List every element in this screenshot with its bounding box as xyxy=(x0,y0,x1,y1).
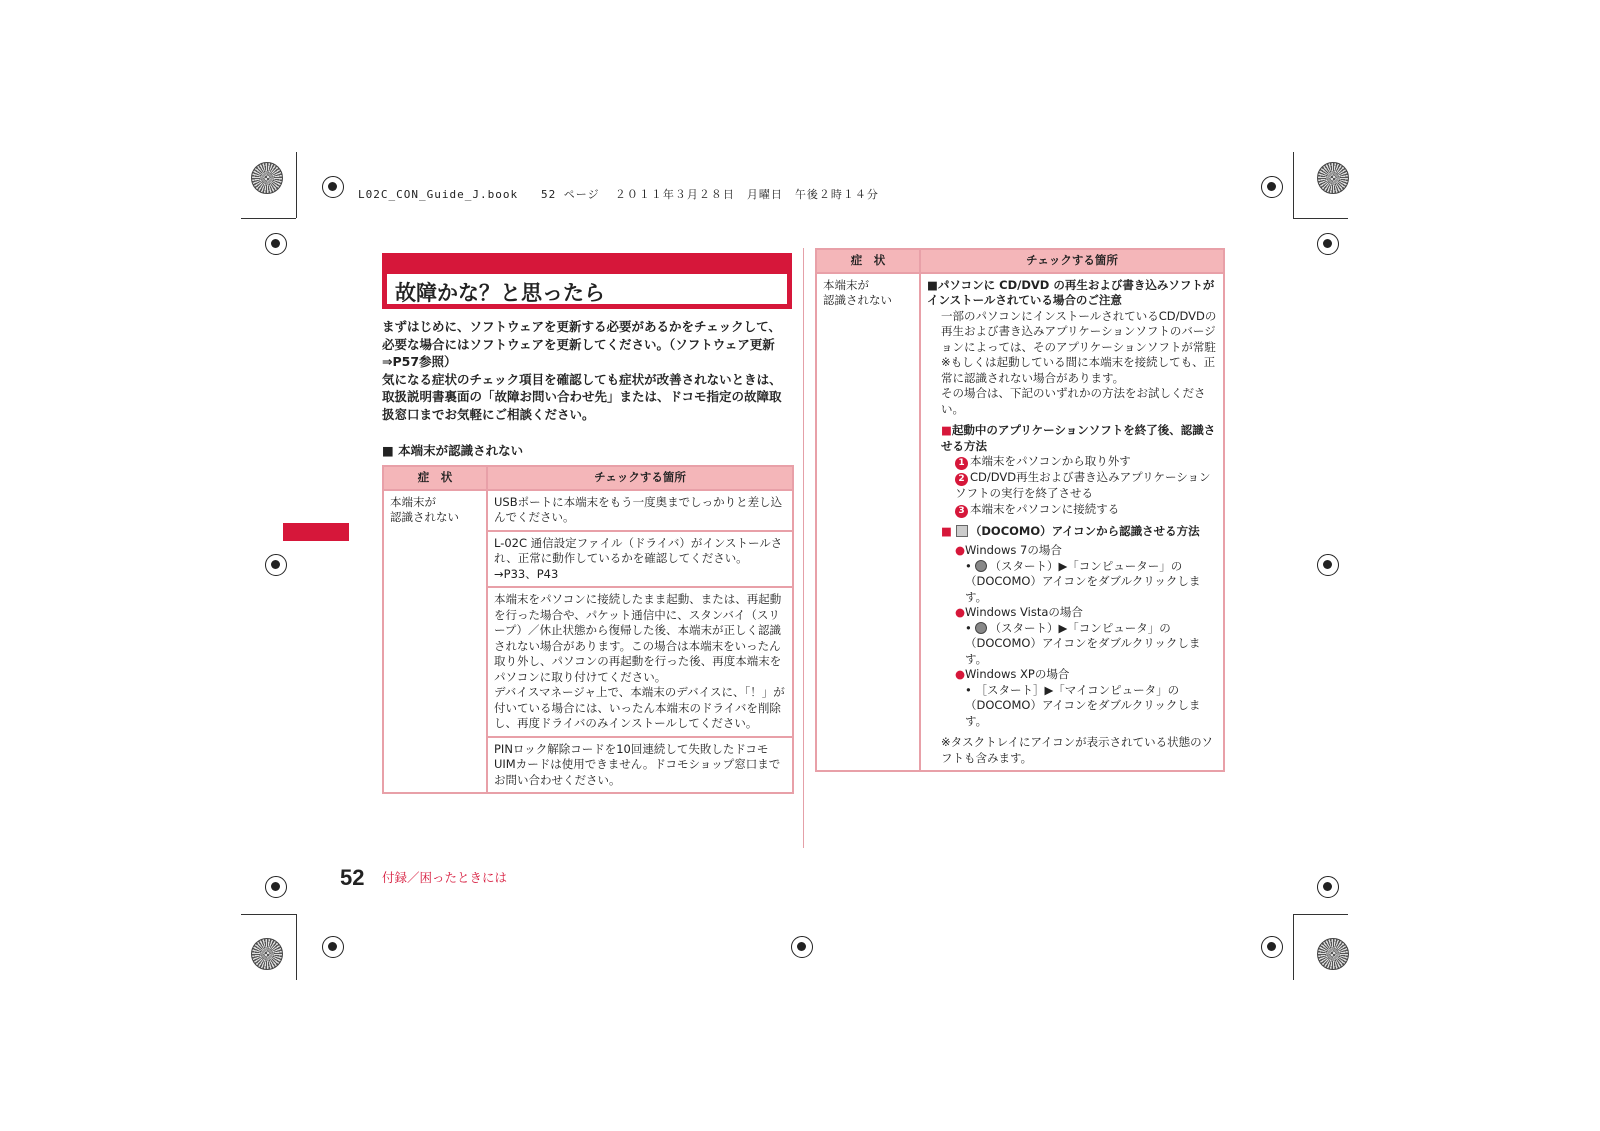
crop-line xyxy=(296,152,297,218)
method1-heading-text: 起動中のアプリケーションソフトを終了後、認識させる方法 xyxy=(941,423,1216,453)
method2-heading-text: （DOCOMO）アイコンから認識させる方法 xyxy=(969,523,1200,538)
cd-dvd-paragraph: その場合は、下記のいずれかの方法をお試しください。 xyxy=(941,386,1206,416)
step-item xyxy=(927,454,1217,470)
step-number: 2 xyxy=(955,473,968,486)
os-detail-text: ［スタート］▶「マイコンピュータ」の（DOCOMO）アイコンをダブルクリックします。 xyxy=(965,682,1201,728)
os-detail: • （スタート）▶「コンピュータ」の（DOCOMO）アイコンをダブルクリックします。 xyxy=(965,620,1201,666)
os-name: Windows Vistaの場合 xyxy=(965,605,1083,619)
intro-paragraph: 気になる症状のチェック項目を確認しても症状が改善されないときは、取扱説明書裏面の「故障お問い合わせ先」または、ドコモ指定の故障取扱窓口までお気軽にご相談ください。 xyxy=(382,371,782,422)
check-cell: L-02C 通信設定ファイル（ドライバ）がインストールされ、正常に動作しているかを確認してください。→P33、P43 xyxy=(487,531,793,588)
crop-line xyxy=(296,914,297,980)
square-bullet-icon: ■ xyxy=(941,523,952,538)
page-title-box xyxy=(382,253,792,309)
page-title: 故障かな？と思ったら xyxy=(386,273,788,305)
method2-heading xyxy=(927,524,1217,540)
step-text: 本端末をパソコンから取り外す xyxy=(970,454,1131,468)
step-item xyxy=(927,470,1217,502)
os-detail-text: （スタート）▶「コンピューター」の（DOCOMO）アイコンをダブルクリックします。 xyxy=(965,558,1201,604)
registration-mark-icon xyxy=(322,936,344,958)
header-check: チェックする箇所 xyxy=(487,466,793,490)
crop-line xyxy=(1293,914,1294,980)
registration-mark-icon xyxy=(1261,176,1283,198)
os-name: Windows 7の場合 xyxy=(965,543,1062,557)
registration-mark-icon xyxy=(1317,554,1339,576)
footnote: ※タスクトレイにアイコンが表示されている状態のソフトも含みます。 xyxy=(941,735,1213,765)
header-symptom: 症 状 xyxy=(816,249,920,273)
red-dot-icon: ● xyxy=(955,605,966,619)
step-item xyxy=(927,502,1217,518)
os-item xyxy=(927,605,1217,621)
check-cell: PINロック解除コードを10回連続して失敗したドコモUIMカードは使用できません。ドコモショップ窓口までお問い合わせください。 xyxy=(487,737,793,794)
registration-mark-icon xyxy=(322,176,344,198)
registration-mark-icon xyxy=(1317,876,1339,898)
registration-mark-icon xyxy=(791,936,813,958)
step-number: 1 xyxy=(955,457,968,470)
starburst-mark-icon xyxy=(1317,938,1349,970)
step-number: 3 xyxy=(955,505,968,518)
starburst-mark-icon xyxy=(251,938,283,970)
symptom-table-left xyxy=(382,465,794,794)
os-detail: • （スタート）▶「コンピューター」の（DOCOMO）アイコンをダブルクリックします。 xyxy=(965,558,1201,604)
square-bullet-icon: ■ xyxy=(941,423,952,437)
cd-dvd-heading: ■パソコンに CD/DVD の再生および書き込みソフトがインストールされている場合のご注意 xyxy=(927,277,1215,307)
registration-mark-icon xyxy=(1317,233,1339,255)
symptom-cell: 本端末が 認識されない xyxy=(383,490,487,794)
chapter-tab xyxy=(283,523,349,541)
intro-text xyxy=(382,318,792,423)
print-slug: L02C_CON_Guide_J.book 52 ページ ２０１１年３月２８日 月曜日 午後２時１４分 xyxy=(358,188,879,201)
symptom-table-right xyxy=(815,248,1225,772)
cd-dvd-paragraph: 一部のパソコンにインストールされているCD/DVDの再生および書き込みアプリケーションソフトのバージョンによっては、そのアプリケーションソフトが常駐※もしくは起動している間に本端末を接続しても、正常に認識されない場合があります。 xyxy=(941,308,1217,385)
check-cell: 本端末をパソコンに接続したまま起動、または、再起動を行った場合や、パケット通信中に、スタンバイ（スリープ）／休止状態から復帰した後、本端末が正しく認識されない場合があります。この場合は本端末をいったん取り外し、パソコンの再起動を行った後、再度本端末をパソコンに取り付けてください。 デバイスマネージャ上で、本端末のデバイスに、「！」が付いている場合には、いったん本端末のドライバを削除し、再度ドライバのみインストールしてください。 xyxy=(487,587,793,737)
crop-line xyxy=(1293,218,1348,219)
crop-line xyxy=(1293,152,1294,218)
check-cell xyxy=(920,273,1224,772)
os-detail-text: （スタート）▶「コンピュータ」の（DOCOMO）アイコンをダブルクリックします。 xyxy=(965,620,1201,666)
step-text: 本端末をパソコンに接続する xyxy=(970,501,1120,516)
start-button-icon xyxy=(975,560,987,572)
os-name: Windows XPの場合 xyxy=(965,667,1070,681)
docomo-icon xyxy=(956,525,968,537)
registration-mark-icon xyxy=(265,876,287,898)
registration-mark-icon xyxy=(265,554,287,576)
red-dot-icon: ● xyxy=(955,543,966,557)
start-button-icon xyxy=(975,622,987,634)
page-number: 52 xyxy=(340,865,365,890)
red-dot-icon: ● xyxy=(955,667,966,681)
os-detail: • ［スタート］▶「マイコンピュータ」の（DOCOMO）アイコンをダブルクリックします。 xyxy=(965,682,1201,728)
os-item xyxy=(927,543,1217,559)
starburst-mark-icon xyxy=(1317,162,1349,194)
header-check: チェックする箇所 xyxy=(920,249,1224,273)
crop-line xyxy=(241,218,296,219)
os-item xyxy=(927,667,1217,683)
registration-mark-icon xyxy=(265,233,287,255)
section-heading: ■ 本端末が認識されない xyxy=(382,443,524,458)
crop-line xyxy=(241,914,296,915)
intro-paragraph: まずはじめに、ソフトウェアを更新する必要があるかをチェックして、必要な場合にはソフトウェアを更新してください。（ソフトウェア更新⇒P57参照） xyxy=(382,319,781,369)
starburst-mark-icon xyxy=(251,162,283,194)
method1-heading xyxy=(927,423,1217,454)
header-symptom: 症 状 xyxy=(383,466,487,490)
footer-chapter: 付録／困ったときには xyxy=(382,870,508,885)
column-divider xyxy=(803,248,804,848)
crop-line xyxy=(1293,914,1348,915)
step-text: CD/DVD再生および書き込みアプリケーションソフトの実行を終了させる xyxy=(955,470,1211,500)
registration-mark-icon xyxy=(1261,936,1283,958)
symptom-cell: 本端末が 認識されない xyxy=(816,273,920,772)
check-cell: USBポートに本端末をもう一度奥までしっかりと差し込んでください。 xyxy=(487,490,793,531)
